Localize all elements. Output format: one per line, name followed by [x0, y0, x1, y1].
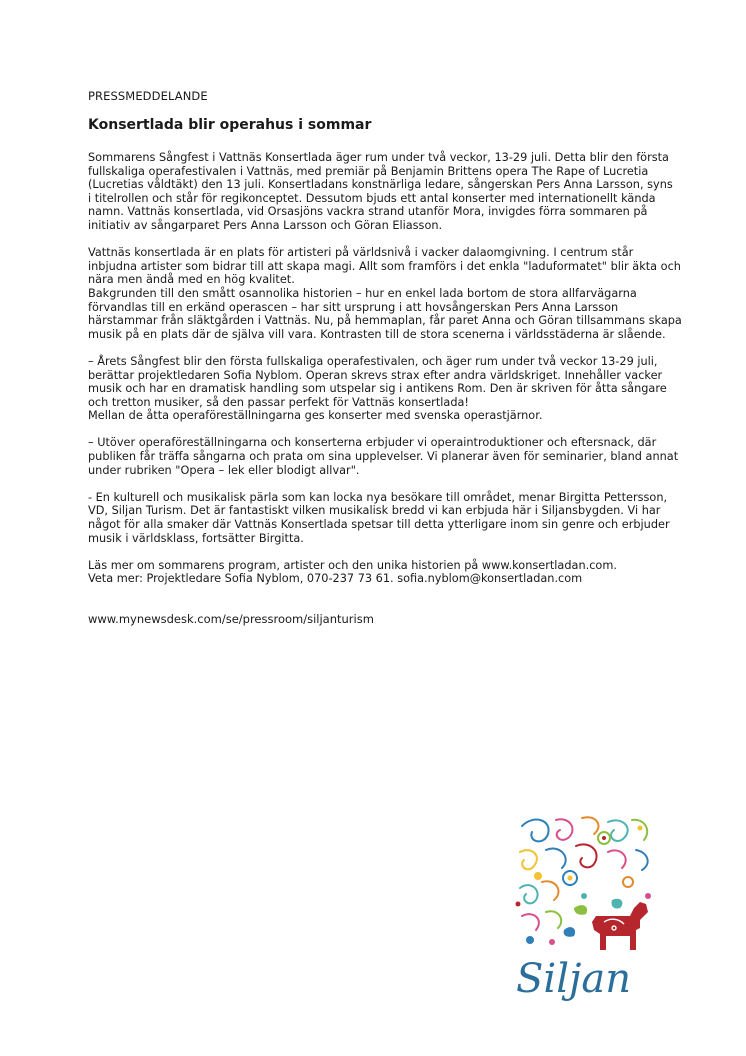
text-line: Sommarens Sångfest i Vattnäs Konsertlada äger rum under två veckor, 13-29 juli. Detta blir den första — [88, 151, 669, 164]
text-line: Veta mer: Projektledare Sofia Nyblom, 070-237 73 61. sofia.nyblom@konsertladan.com — [88, 572, 583, 586]
text-line: VD, Siljan Turism. Det är fantastiskt vilken musikalisk bredd vi kan erbjuda här i Siljansbygden. Vi har — [88, 504, 661, 518]
text-line: initiativ av sångarparet Pers Anna Larsson och Göran Eliasson. — [88, 218, 443, 232]
siljan-logo — [512, 812, 662, 1002]
text-line: inbjudna artister som bidrar till att skapa magi. Allt som framförs i det enkla "laduformatet" blir äkta och — [88, 259, 681, 273]
paragraph-extras — [88, 436, 693, 477]
text-line: – Årets Sångfest blir den första fullskaliga operafestivalen, och äger rum under två veckor 13-29 juli, — [88, 354, 658, 368]
text-line: nära men ändå med en hög kvalitet. — [88, 273, 295, 287]
text-line: något för alla smaker där Vattnäs Konsertlada spetsar till detta ytterligare inom sin genre och erbjuder — [88, 518, 670, 532]
dala-horse-ornament-icon — [512, 812, 662, 1002]
text-line: Bakgrunden till den smått osannolika historien – hur en enkel lada bortom de stora allfarvägarna — [88, 286, 637, 300]
text-line: (Lucretias våldtäkt) den 13 juli. Konsertladans konstnärliga ledare, sångerskan Pers Anna Larsson, syns — [88, 178, 673, 192]
text-line: – Utöver operaföreställningarna och konserterna erbjuder vi operaintroduktioner och eftersnack, där — [88, 436, 657, 450]
text-line: under rubriken "Opera – lek eller blodigt allvar". — [88, 463, 360, 477]
text-line: berättar projektledaren Sofia Nyblom. Operan skrevs strax efter andra världskriget. Innehåller vacker — [88, 368, 663, 382]
text-line: och tretton musiker, så den passar perfekt för Vattnäs konsertlada! — [88, 395, 469, 409]
text-line: Vattnäs konsertlada är en plats för artisteri på världsnivå i vacker dalaomgivning. I centrum står — [88, 246, 634, 260]
text-line: i titelrollen och står för regikonceptet. Dessutom bjuds ett antal konserter med internationellt kända — [88, 191, 656, 205]
text-line: namn. Vattnäs konsertlada, vid Orsasjöns vackra strand utanför Mora, invigdes förra sommaren på — [88, 205, 648, 219]
text-line: härstammar från släktgården i Vattnäs. Nu, på hemmaplan, får paret Anna och Göran tillsammans skapa — [88, 314, 682, 328]
paragraph-quote-pettersson — [88, 491, 693, 545]
pressroom-url: www.mynewsdesk.com/se/pressroom/siljanturism — [88, 612, 374, 626]
paragraph-venue — [88, 246, 693, 341]
document-label: PRESSMEDDELANDE — [88, 89, 208, 103]
paragraph-intro — [88, 151, 693, 233]
text-line: Läs mer om sommarens program, artister och den unika historien på www.konsertladan.com. — [88, 558, 617, 572]
text-line: fullskaliga operafestivalen i Vattnäs, med premiär på Benjamin Brittens opera The Rape of Lucretia — [88, 164, 649, 178]
logo-wordmark: Siljan — [516, 956, 631, 1002]
headline: Konsertlada blir operahus i sommar — [88, 117, 372, 133]
text-line: Mellan de åtta operaföreställningarna ges konserter med svenska operastjärnor. — [88, 409, 543, 423]
text-line: förvandlas till en erkänd operascen – har sitt ursprung i att hovsångerskan Pers Anna Larsson — [88, 300, 619, 314]
paragraph-contact — [88, 559, 693, 586]
text-line: publiken får träffa sångarna och prata om sina upplevelser. Vi planerar även för seminarier, bland annat — [88, 450, 679, 464]
text-line: musik i världsklass, fortsätter Birgitta. — [88, 531, 304, 545]
paragraph-quote-nyblom — [88, 355, 693, 423]
press-release — [88, 89, 693, 626]
text-line: musik på en plats där de själva vill vara. Kontrasten till de stora scenerna i världsstäderna är slående. — [88, 327, 666, 341]
text-line: musik och har en dramatisk handling som utspelar sig i antikens Rom. Den är skriven för åtta sångare — [88, 382, 667, 396]
text-line: - En kulturell och musikalisk pärla som kan locka nya besökare till området, menar Birgitta Pettersson, — [88, 490, 668, 504]
